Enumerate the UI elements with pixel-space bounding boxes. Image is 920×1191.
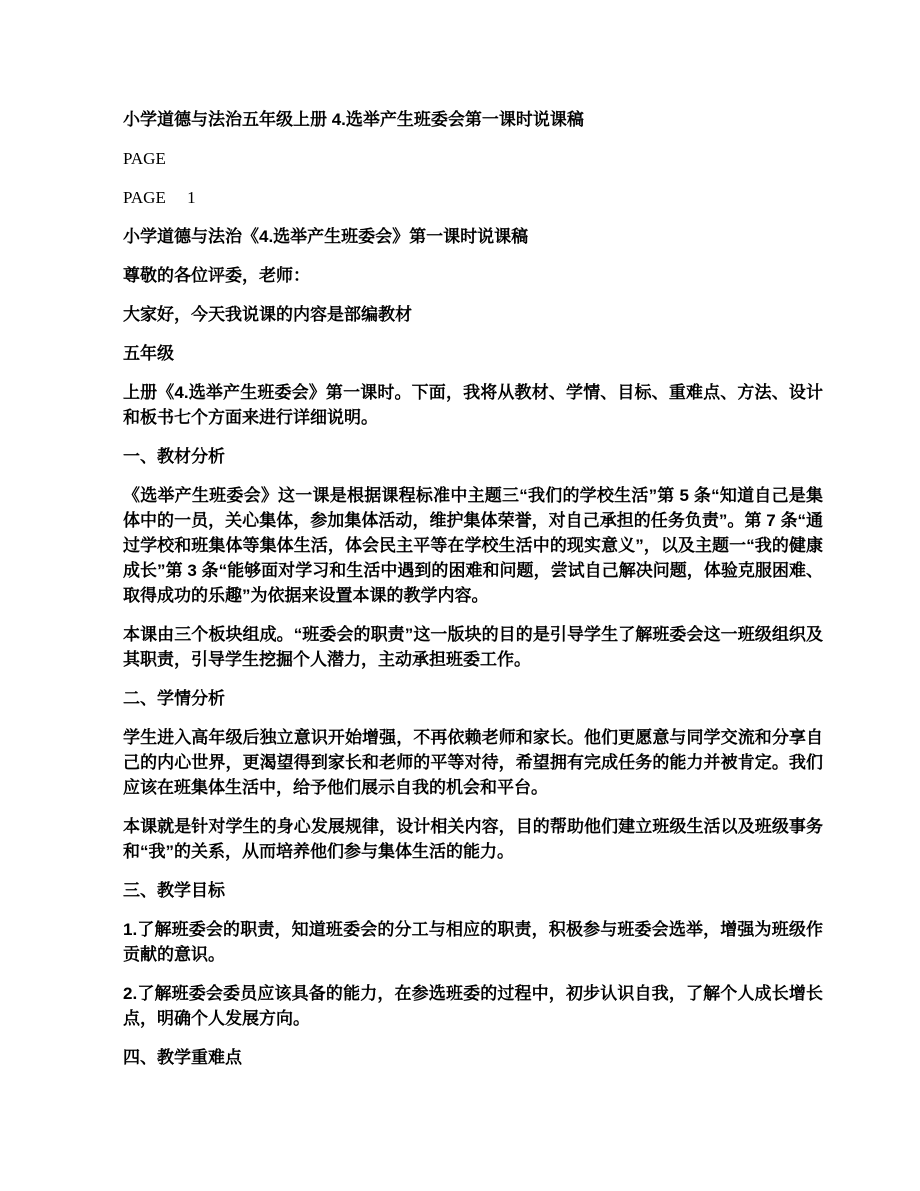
overview-paragraph: 上册《4.选举产生班委会》第一课时。下面，我将从教材、学情、目标、重难点、方法、设计和板书七个方面来进行详细说明。 [123,383,823,427]
teaching-goal-1: 1.了解班委会的职责，知道班委会的分工与相应的职责，积极参与班委会选举，增强为班级作贡献的意识。 [123,920,823,964]
page-field: PAGE [123,149,166,168]
page-number-field: PAGE 1 [123,188,196,207]
heading-key-difficulties: 四、教学重难点 [123,1048,242,1067]
doc-subtitle: 小学道德与法治《4.选举产生班委会》第一课时说课稿 [123,227,529,246]
heading-teaching-goals: 三、教学目标 [123,881,225,900]
greeting-line: 尊敬的各位评委，老师： [123,266,310,285]
learner-analysis-paragraph-2: 本课就是针对学生的身心发展规律，设计相关内容，目的帮助他们建立班级生活以及班级事务和“我”的关系，从而培养他们参与集体生活的能力。 [123,817,823,861]
heading-learner-analysis: 二、学情分析 [123,689,225,708]
heading-material-analysis: 一、教材分析 [123,447,225,466]
material-analysis-paragraph-1: 《选举产生班委会》这一课是根据课程标准中主题三“我们的学校生活”第 5 条“知道自己是集体中的一员，关心集体，参加集体活动，维护集体荣誉，对自己承担的任务负责”。第 7 条“通过学校和班集体等集体生活，体会民主平等在学校生活中的现实意义”，以及主题一“我的健康成长”第 3 条“能够面对学习和生活中遇到的困难和问题，尝试自己解决问题，体验克服困难、取得成功的乐趣”为依据来设置本课的教学内容。 [123,486,823,605]
grade-line: 五年级 [123,344,174,363]
document-page [123,107,823,1084]
material-analysis-paragraph-2: 本课由三个板块组成。“班委会的职责”这一版块的目的是引导学生了解班委会这一班级组织及其职责，引导学生挖掘个人潜力，主动承担班委工作。 [123,625,823,669]
learner-analysis-paragraph-1: 学生进入高年级后独立意识开始增强，不再依赖老师和家长。他们更愿意与同学交流和分享自己的内心世界，更渴望得到家长和老师的平等对待，希望拥有完成任务的能力并被肯定。我们应该在班集体生活中，给予他们展示自我的机会和平台。 [123,728,823,797]
teaching-goal-2: 2.了解班委会委员应该具备的能力，在参选班委的过程中，初步认识自我，了解个人成长增长点，明确个人发展方向。 [123,984,823,1028]
doc-title: 小学道德与法治五年级上册 4.选举产生班委会第一课时说课稿 [123,110,584,129]
intro-line: 大家好，今天我说课的内容是部编教材 [123,305,412,324]
